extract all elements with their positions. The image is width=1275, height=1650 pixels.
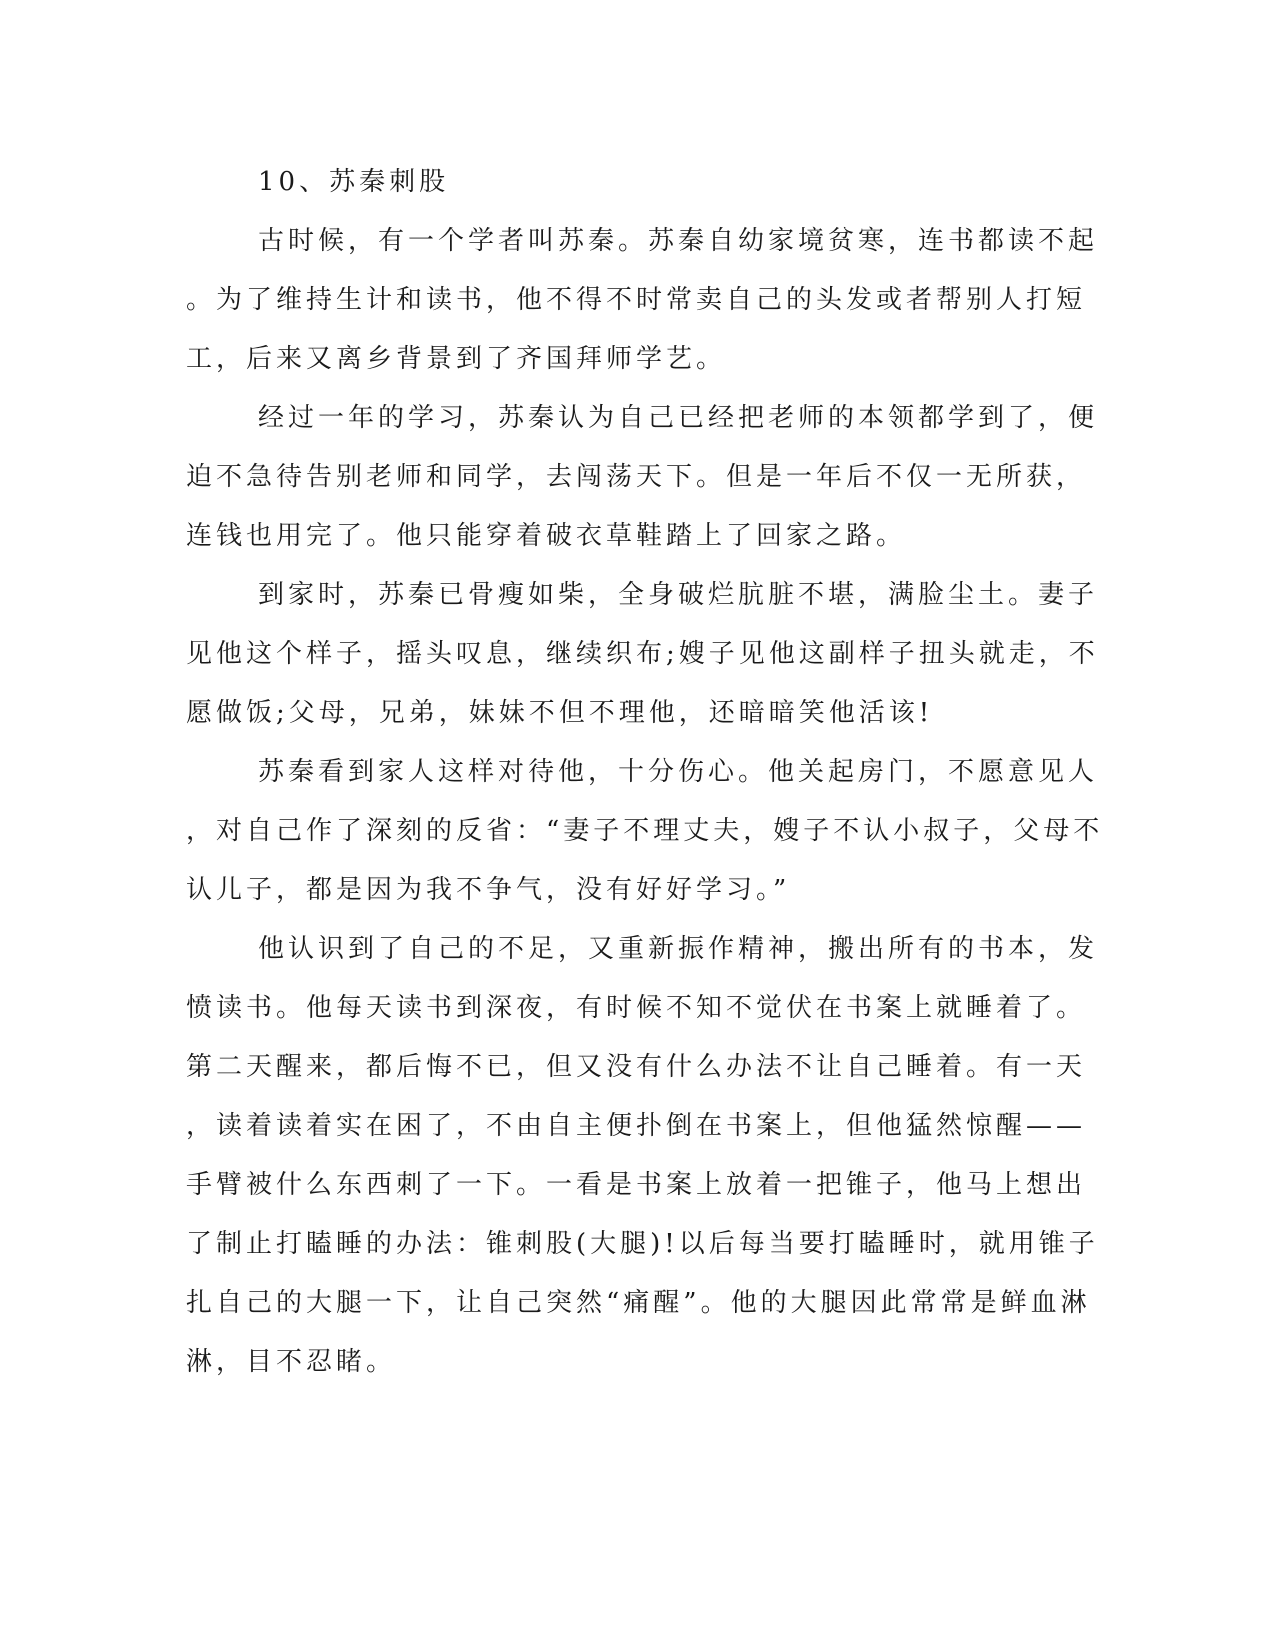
paragraph-line: 手臂被什么东西刺了一下。一看是书案上放着一把锥子，他马上想出 bbox=[186, 1170, 1087, 1200]
paragraph-line: 工，后来又离乡背景到了齐国拜师学艺。 bbox=[186, 344, 727, 374]
paragraph-line: 到家时，苏秦已骨瘦如柴，全身破烂肮脏不堪，满脸尘土。妻子 bbox=[258, 580, 1099, 610]
paragraph-line: 第二天醒来，都后悔不已，但又没有什么办法不让自己睡着。有一天 bbox=[186, 1052, 1087, 1082]
section-heading: 10、苏秦刺股 bbox=[258, 167, 450, 197]
paragraph-line: 苏秦看到家人这样对待他，十分伤心。他关起房门，不愿意见人 bbox=[258, 757, 1099, 787]
paragraph-line: ，读着读着实在困了，不由自主便扑倒在书案上，但他猛然惊醒—— bbox=[186, 1111, 1087, 1141]
paragraph-line: 见他这个样子，摇头叹息，继续织布;嫂子见他这副样子扭头就走，不 bbox=[186, 639, 1099, 669]
paragraph-line: 古时候，有一个学者叫苏秦。苏秦自幼家境贫寒，连书都读不起 bbox=[258, 226, 1099, 256]
paragraph-line: 。为了维持生计和读书，他不得不时常卖自己的头发或者帮别人打短 bbox=[186, 285, 1087, 315]
paragraph-line: 经过一年的学习，苏秦认为自己已经把老师的本领都学到了，便 bbox=[258, 403, 1099, 433]
paragraph-line: 迫不急待告别老师和同学，去闯荡天下。但是一年后不仅一无所获， bbox=[186, 462, 1087, 492]
paragraph-line: ，对自己作了深刻的反省：“妻子不理丈夫，嫂子不认小叔子，父母不 bbox=[186, 816, 1104, 846]
paragraph-line: 连钱也用完了。他只能穿着破衣草鞋踏上了回家之路。 bbox=[186, 521, 907, 551]
paragraph-line: 了制止打瞌睡的办法：锥刺股(大腿)!以后每当要打瞌睡时，就用锥子 bbox=[186, 1229, 1099, 1259]
paragraph-line: 扎自己的大腿一下，让自己突然“痛醒”。他的大腿因此常常是鲜血淋 bbox=[186, 1288, 1091, 1318]
paragraph-line: 愿做饭;父母，兄弟，妹妹不但不理他，还暗暗笑他活该! bbox=[186, 698, 934, 728]
paragraph-line: 他认识到了自己的不足，又重新振作精神，搬出所有的书本，发 bbox=[258, 934, 1099, 964]
paragraph-line: 愤读书。他每天读书到深夜，有时候不知不觉伏在书案上就睡着了。 bbox=[186, 993, 1087, 1023]
paragraph-line: 淋，目不忍睹。 bbox=[186, 1347, 397, 1377]
paragraph-line: 认儿子，都是因为我不争气，没有好好学习。” bbox=[186, 875, 791, 905]
